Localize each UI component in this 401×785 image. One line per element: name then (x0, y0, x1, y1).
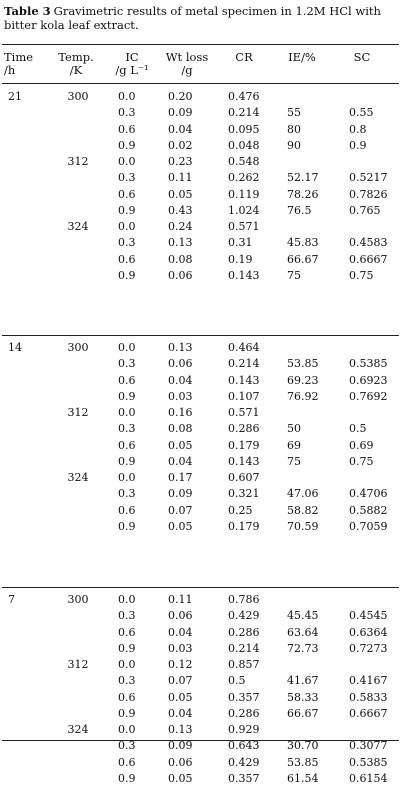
weight-loss-cell: 0.17 (168, 471, 193, 484)
weight-loss-cell: 0.04 (168, 373, 193, 387)
temperature-cell: 324 (67, 471, 89, 484)
ic-cell: 0.9 (118, 706, 136, 720)
time-cell: 14 (8, 341, 22, 354)
weight-loss-cell: 0.06 (168, 268, 193, 282)
weight-loss-cell: 0.11 (168, 593, 193, 606)
surface-coverage-cell: 0.4167 (349, 674, 388, 688)
ic-cell: 0.3 (118, 487, 136, 501)
corrosion-rate-cell: 0.286 (228, 706, 260, 720)
surface-coverage-cell: 0.6154 (349, 771, 388, 785)
corrosion-rate-cell: 0.643 (228, 739, 260, 753)
corrosion-rate-cell: 0.262 (228, 171, 260, 185)
ic-cell: 0.6 (118, 438, 136, 452)
weight-loss-cell: 0.09 (168, 739, 193, 753)
header-time (4, 51, 38, 77)
inhibition-efficiency-cell: 90 (287, 138, 301, 152)
corrosion-rate-cell: 0.321 (228, 487, 260, 501)
weight-loss-cell: 0.04 (168, 625, 193, 639)
temperature-cell: 312 (67, 406, 89, 419)
weight-loss-cell: 0.24 (168, 220, 193, 233)
ic-cell: 0.0 (118, 341, 136, 354)
surface-coverage-cell: 0.4545 (349, 609, 388, 623)
inhibition-efficiency-cell: 72.73 (287, 641, 319, 655)
ic-cell: 0.6 (118, 187, 136, 201)
corrosion-rate-cell: 0.786 (228, 593, 260, 606)
inhibition-efficiency-cell: 30.70 (287, 739, 319, 753)
corrosion-rate-cell: 0.25 (228, 503, 253, 517)
inhibition-efficiency-cell: 53.85 (287, 755, 319, 769)
weight-loss-cell: 0.13 (168, 341, 193, 354)
weight-loss-cell: 0.09 (168, 106, 193, 120)
corrosion-rate-cell: 0.476 (228, 90, 260, 103)
inhibition-efficiency-cell: 47.06 (287, 487, 319, 501)
table-caption (4, 4, 396, 32)
ic-cell: 0.6 (118, 625, 136, 639)
weight-loss-cell: 0.23 (168, 155, 193, 168)
weight-loss-cell: 0.12 (168, 658, 193, 671)
header-rule (2, 83, 399, 84)
weight-loss-cell: 0.06 (168, 755, 193, 769)
time-cell: 21 (8, 90, 22, 103)
header-ic-unit: /g L⁻¹ (115, 63, 149, 77)
surface-coverage-cell: 0.55 (349, 106, 374, 120)
surface-coverage-cell: 0.3077 (349, 739, 388, 753)
ic-cell: 0.9 (118, 203, 136, 217)
surface-coverage-cell: 0.7826 (349, 187, 388, 201)
weight-loss-cell: 0.05 (168, 187, 193, 201)
ic-cell: 0.0 (118, 471, 136, 484)
header-wt-label: Wt loss (165, 50, 209, 64)
temperature-cell: 324 (67, 723, 89, 736)
ic-cell: 0.0 (118, 658, 136, 671)
surface-coverage-cell: 0.5217 (349, 171, 388, 185)
temperature-cell: 324 (67, 220, 89, 233)
weight-loss-cell: 0.04 (168, 454, 193, 468)
weight-loss-cell: 0.05 (168, 771, 193, 785)
surface-coverage-cell: 0.5833 (349, 690, 388, 704)
corrosion-rate-cell: 0.286 (228, 625, 260, 639)
inhibition-efficiency-cell: 45.83 (287, 236, 319, 250)
group-separator-rule (2, 335, 399, 336)
corrosion-rate-cell: 0.31 (228, 236, 253, 250)
ic-cell: 0.6 (118, 122, 136, 136)
surface-coverage-cell: 0.7273 (349, 641, 388, 655)
corrosion-rate-cell: 0.143 (228, 268, 260, 282)
corrosion-rate-cell: 0.19 (228, 252, 253, 266)
header-temp (52, 51, 100, 77)
inhibition-efficiency-cell: 52.17 (287, 171, 319, 185)
inhibition-efficiency-cell: 58.82 (287, 503, 319, 517)
header-ic (108, 51, 156, 77)
temperature-cell: 312 (67, 658, 89, 671)
corrosion-rate-cell: 0.119 (228, 187, 260, 201)
weight-loss-cell: 0.05 (168, 690, 193, 704)
ic-cell: 0.0 (118, 723, 136, 736)
corrosion-rate-cell: 0.429 (228, 755, 260, 769)
corrosion-rate-cell: 0.214 (228, 106, 260, 120)
inhibition-efficiency-cell: 63.64 (287, 625, 319, 639)
corrosion-rate-cell: 0.107 (228, 389, 260, 403)
header-ie: IE/% (288, 50, 316, 64)
ic-cell: 0.9 (118, 641, 136, 655)
ic-cell: 0.9 (118, 389, 136, 403)
ic-cell: 0.6 (118, 755, 136, 769)
inhibition-efficiency-cell: 61.54 (287, 771, 319, 785)
inhibition-efficiency-cell: 76.92 (287, 389, 319, 403)
ic-cell: 0.6 (118, 373, 136, 387)
weight-loss-cell: 0.09 (168, 487, 193, 501)
header-ic-label: IC (125, 50, 139, 64)
inhibition-efficiency-cell: 75 (287, 268, 301, 282)
weight-loss-cell: 0.04 (168, 706, 193, 720)
ic-cell: 0.0 (118, 220, 136, 233)
header-sc: SC (353, 50, 371, 64)
inhibition-efficiency-cell: 58.33 (287, 690, 319, 704)
temperature-cell: 300 (67, 341, 89, 354)
surface-coverage-cell: 0.5882 (349, 503, 388, 517)
table-caption-text: Gravimetric results of metal specimen in 1.2M HCl with bitter kola leaf extract. (4, 4, 381, 32)
group-separator-rule (2, 587, 399, 588)
surface-coverage-cell: 0.6364 (349, 625, 388, 639)
inhibition-efficiency-cell: 41.67 (287, 674, 319, 688)
corrosion-rate-cell: 0.429 (228, 609, 260, 623)
corrosion-rate-cell: 0.214 (228, 641, 260, 655)
inhibition-efficiency-cell: 50 (287, 422, 301, 436)
ic-cell: 0.0 (118, 593, 136, 606)
surface-coverage-cell: 0.5385 (349, 357, 388, 371)
header-time-label: Time (4, 50, 34, 64)
weight-loss-cell: 0.08 (168, 422, 193, 436)
inhibition-efficiency-cell: 53.85 (287, 357, 319, 371)
ic-cell: 0.3 (118, 609, 136, 623)
surface-coverage-cell: 0.7059 (349, 519, 388, 533)
corrosion-rate-cell: 0.464 (228, 341, 260, 354)
ic-cell: 0.9 (118, 138, 136, 152)
header-time-unit: /h (4, 63, 16, 77)
surface-coverage-cell: 0.4706 (349, 487, 388, 501)
ic-cell: 0.6 (118, 690, 136, 704)
surface-coverage-cell: 0.5385 (349, 755, 388, 769)
surface-coverage-cell: 0.75 (349, 454, 374, 468)
corrosion-rate-cell: 0.286 (228, 422, 260, 436)
ic-cell: 0.3 (118, 106, 136, 120)
surface-coverage-cell: 0.4583 (349, 236, 388, 250)
corrosion-rate-cell: 0.357 (228, 690, 260, 704)
weight-loss-cell: 0.13 (168, 723, 193, 736)
ic-cell: 0.9 (118, 519, 136, 533)
inhibition-efficiency-cell: 69 (287, 438, 301, 452)
corrosion-rate-cell: 0.143 (228, 373, 260, 387)
weight-loss-cell: 0.08 (168, 252, 193, 266)
surface-coverage-cell: 0.7692 (349, 389, 388, 403)
weight-loss-cell: 0.20 (168, 90, 193, 103)
weight-loss-cell: 0.04 (168, 122, 193, 136)
ic-cell: 0.3 (118, 674, 136, 688)
weight-loss-cell: 0.16 (168, 406, 193, 419)
weight-loss-cell: 0.43 (168, 203, 193, 217)
inhibition-efficiency-cell: 80 (287, 122, 301, 136)
surface-coverage-cell: 0.6667 (349, 706, 388, 720)
temperature-cell: 312 (67, 155, 89, 168)
header-wt (160, 51, 214, 77)
weight-loss-cell: 0.07 (168, 503, 193, 517)
ic-cell: 0.9 (118, 268, 136, 282)
ic-cell: 0.0 (118, 406, 136, 419)
ic-cell: 0.3 (118, 357, 136, 371)
ic-cell: 0.9 (118, 771, 136, 785)
surface-coverage-cell: 0.6923 (349, 373, 388, 387)
inhibition-efficiency-cell: 69.23 (287, 373, 319, 387)
inhibition-efficiency-cell: 70.59 (287, 519, 319, 533)
inhibition-efficiency-cell: 45.45 (287, 609, 319, 623)
corrosion-rate-cell: 0.548 (228, 155, 260, 168)
corrosion-rate-cell: 0.571 (228, 220, 260, 233)
header-temp-unit: /K (69, 63, 83, 77)
inhibition-efficiency-cell: 66.67 (287, 252, 319, 266)
temperature-cell: 300 (67, 593, 89, 606)
bottom-rule (2, 740, 399, 741)
corrosion-rate-cell: 0.095 (228, 122, 260, 136)
corrosion-rate-cell: 0.5 (228, 674, 246, 688)
corrosion-rate-cell: 0.143 (228, 454, 260, 468)
weight-loss-cell: 0.02 (168, 138, 193, 152)
corrosion-rate-cell: 0.214 (228, 357, 260, 371)
ic-cell: 0.3 (118, 171, 136, 185)
header-temp-label: Temp. (58, 50, 94, 64)
surface-coverage-cell: 0.75 (349, 268, 374, 282)
weight-loss-cell: 0.13 (168, 236, 193, 250)
temperature-cell: 300 (67, 90, 89, 103)
top-rule (2, 44, 399, 45)
inhibition-efficiency-cell: 76.5 (287, 203, 312, 217)
surface-coverage-cell: 0.765 (349, 203, 381, 217)
corrosion-rate-cell: 0.357 (228, 771, 260, 785)
corrosion-rate-cell: 0.857 (228, 658, 260, 671)
corrosion-rate-cell: 1.024 (228, 203, 260, 217)
ic-cell: 0.9 (118, 454, 136, 468)
surface-coverage-cell: 0.5 (349, 422, 367, 436)
header-cr: CR (235, 50, 253, 64)
ic-cell: 0.3 (118, 422, 136, 436)
ic-cell: 0.0 (118, 155, 136, 168)
surface-coverage-cell: 0.9 (349, 138, 367, 152)
table-label: Table 3 (4, 4, 51, 18)
corrosion-rate-cell: 0.607 (228, 471, 260, 484)
weight-loss-cell: 0.05 (168, 438, 193, 452)
surface-coverage-cell: 0.69 (349, 438, 374, 452)
corrosion-rate-cell: 0.929 (228, 723, 260, 736)
time-cell: 7 (8, 593, 15, 606)
corrosion-rate-cell: 0.048 (228, 138, 260, 152)
surface-coverage-cell: 0.6667 (349, 252, 388, 266)
ic-cell: 0.3 (118, 739, 136, 753)
inhibition-efficiency-cell: 66.67 (287, 706, 319, 720)
weight-loss-cell: 0.03 (168, 389, 193, 403)
corrosion-rate-cell: 0.179 (228, 438, 260, 452)
inhibition-efficiency-cell: 55 (287, 106, 301, 120)
weight-loss-cell: 0.07 (168, 674, 193, 688)
inhibition-efficiency-cell: 78.26 (287, 187, 319, 201)
weight-loss-cell: 0.03 (168, 641, 193, 655)
weight-loss-cell: 0.06 (168, 357, 193, 371)
corrosion-rate-cell: 0.571 (228, 406, 260, 419)
weight-loss-cell: 0.06 (168, 609, 193, 623)
ic-cell: 0.0 (118, 90, 136, 103)
ic-cell: 0.3 (118, 236, 136, 250)
corrosion-rate-cell: 0.179 (228, 519, 260, 533)
weight-loss-cell: 0.05 (168, 519, 193, 533)
weight-loss-cell: 0.11 (168, 171, 193, 185)
surface-coverage-cell: 0.8 (349, 122, 367, 136)
ic-cell: 0.6 (118, 503, 136, 517)
header-wt-unit: /g (181, 63, 193, 77)
inhibition-efficiency-cell: 75 (287, 454, 301, 468)
ic-cell: 0.6 (118, 252, 136, 266)
